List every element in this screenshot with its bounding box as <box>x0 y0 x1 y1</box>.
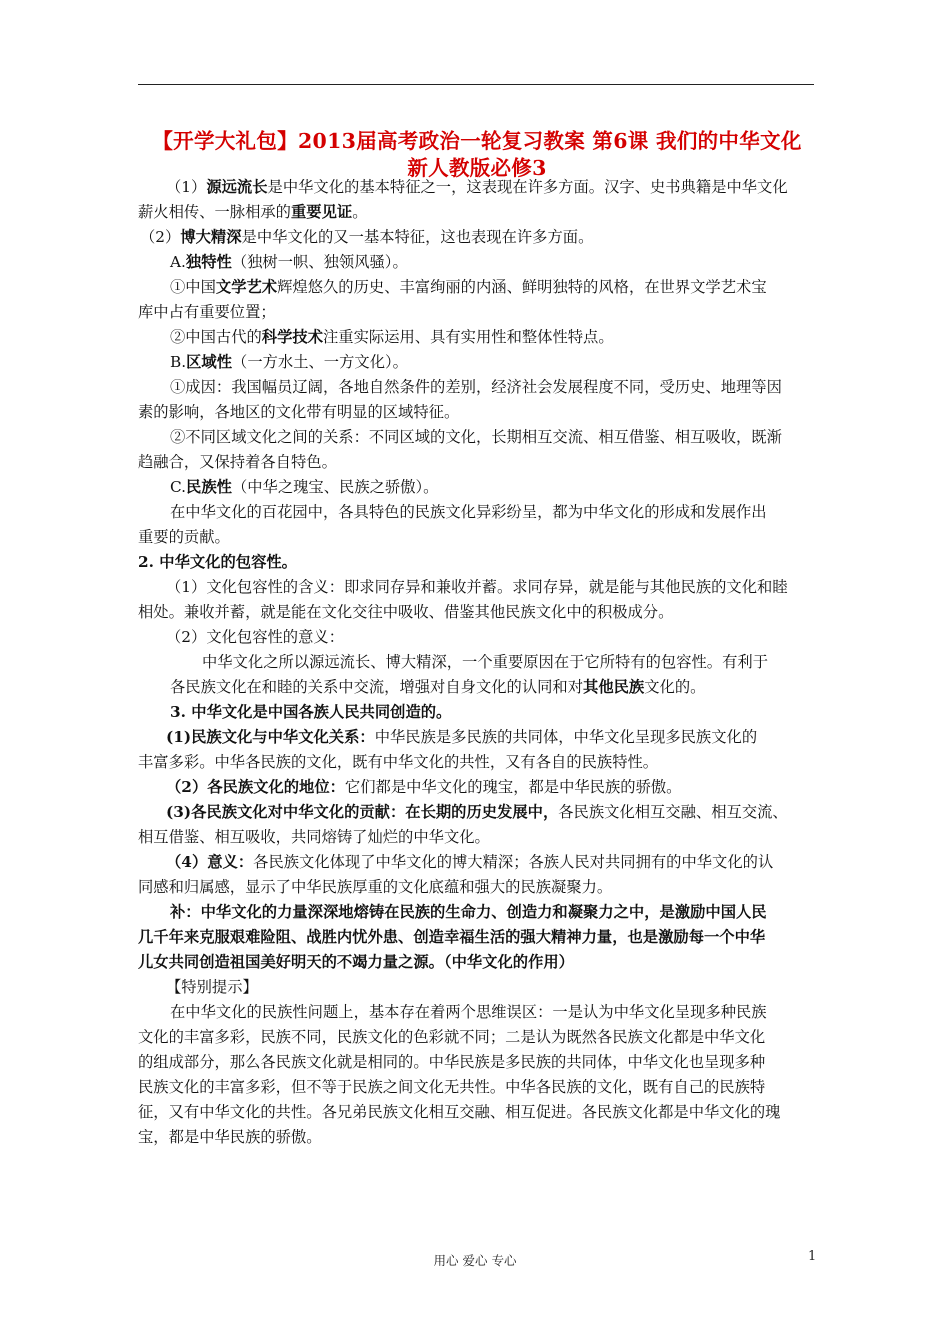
text-line: （4）意义：各民族文化体现了中华文化的博大精深；各族人民对共同拥有的中华文化的认 <box>166 853 774 871</box>
supplement-line: 儿女共同创造祖国美好明天的不竭力量之源。（中华文化的作用） <box>138 953 574 971</box>
text-line: (3)各民族文化对中华文化的贡献：在长期的历史发展中，各民族文化相互交融、相互交流、 <box>166 803 788 821</box>
text-line: 相处。兼收并蓄，就是能在文化交往中吸收、借鉴其他民族文化中的积极成分。 <box>138 603 674 621</box>
text-line: 丰富多彩。中华各民族的文化，既有中华文化的共性，又有各自的民族特性。 <box>138 753 659 771</box>
text-line: （1）文化包容性的含义：即求同存异和兼收并蓄。求同存异，就是能与其他民族的文化和睦 <box>166 578 788 596</box>
text-line: 素的影响，各地区的文化带有明显的区域特征。 <box>138 403 460 421</box>
text-line: 的组成部分，那么各民族文化就是相同的。中华民族是多民族的共同体，中华文化也呈现多种 <box>138 1053 766 1071</box>
tip-heading: 【特别提示】 <box>166 978 258 996</box>
text-line: （2）各民族文化的地位：它们都是中华文化的瑰宝，都是中华民族的骄傲。 <box>166 778 682 796</box>
text-line: ①成因：我国幅员辽阔，各地自然条件的差别，经济社会发展程度不同，受历史、地理等因 <box>170 378 782 396</box>
text-line: 重要的贡献。 <box>138 528 230 546</box>
text-line: （2）博大精深是中华文化的又一基本特征，这也表现在许多方面。 <box>140 228 594 246</box>
text-line: A.独特性（独树一帜、独领风骚）。 <box>170 253 408 271</box>
text-line: ②中国古代的科学技术注重实际运用、具有实用性和整体性特点。 <box>170 328 614 346</box>
text-line: 文化的丰富多彩，民族不同，民族文化的色彩就不同；二是认为既然各民族文化都是中华文化 <box>138 1028 766 1046</box>
text-line: 相互借鉴、相互吸收，共同熔铸了灿烂的中华文化。 <box>138 828 490 846</box>
page-number: 1 <box>808 1249 817 1264</box>
text-line: 薪火相传、一脉相承的重要见证。 <box>138 203 368 221</box>
header-rule <box>138 84 814 85</box>
text-line: 趋融合，又保持着各自特色。 <box>138 453 337 471</box>
text-line: 库中占有重要位置； <box>138 303 276 321</box>
section-heading: 3. 中华文化是中国各族人民共同创造的。 <box>170 703 452 721</box>
text-line: (1)民族文化与中华文化关系：中华民族是多民族的共同体，中华文化呈现多民族文化的 <box>166 728 758 746</box>
text-line: C.民族性（中华之瑰宝、民族之骄傲）。 <box>170 478 439 496</box>
text-line: ①中国文学艺术辉煌悠久的历史、丰富绚丽的内涵、鲜明独特的风格，在世界文学艺术宝 <box>170 278 767 296</box>
text-line: B.区域性（一方水土、一方文化）。 <box>170 353 408 371</box>
document-title-line-2: 新人教版必修3 <box>407 156 547 180</box>
text-line: 在中华文化的民族性问题上，基本存在着两个思维误区：一是认为中华文化呈现多种民族 <box>170 1003 767 1021</box>
text-line: （2）文化包容性的意义： <box>166 628 344 646</box>
supplement-line: 补：中华文化的力量深深地熔铸在民族的生命力、创造力和凝聚力之中，是激励中国人民 <box>170 903 767 921</box>
section-heading: 2. 中华文化的包容性。 <box>138 553 297 571</box>
text-line: （1）源远流长是中华文化的基本特征之一，这表现在许多方面。汉字、史书典籍是中华文化 <box>166 178 788 196</box>
text-line: 在中华文化的百花园中，各具特色的民族文化异彩纷呈，都为中华文化的形成和发展作出 <box>170 503 767 521</box>
text-line: 各民族文化在和睦的关系中交流，增强对自身文化的认同和对其他民族文化的。 <box>170 678 706 696</box>
text-line: ②不同区域文化之间的关系：不同区域的文化，长期相互交流、相互借鉴、相互吸收，既渐 <box>170 428 782 446</box>
text-line: 征，又有中华文化的共性。各兄弟民族文化相互交融、相互促进。各民族文化都是中华文化的瑰 <box>138 1103 781 1121</box>
text-line: 中华文化之所以源远流长、博大精深，一个重要原因在于它所特有的包容性。有利于 <box>202 653 768 671</box>
page-footer: 用心 爱心 专心 <box>433 1253 517 1268</box>
supplement-line: 几千年来克服艰难险阻、战胜内忧外患、创造幸福生活的强大精神力量，也是激励每一个中华 <box>138 928 766 946</box>
text-line: 同感和归属感，显示了中华民族厚重的文化底蕴和强大的民族凝聚力。 <box>138 878 613 896</box>
text-line: 民族文化的丰富多彩，但不等于民族之间文化无共性。中华各民族的文化，既有自己的民族特 <box>138 1078 766 1096</box>
text-line: 宝，都是中华民族的骄傲。 <box>138 1128 322 1146</box>
document-title-line-1: 【开学大礼包】2013届高考政治一轮复习教案 第6课 我们的中华文化 <box>152 129 802 153</box>
